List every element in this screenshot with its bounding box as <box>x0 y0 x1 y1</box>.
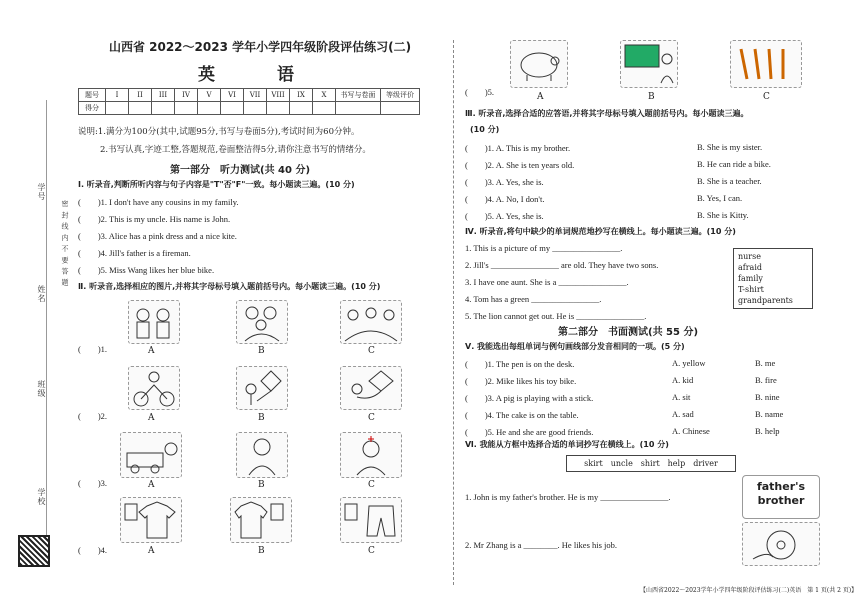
sec5-option-a: A. yellow <box>672 358 706 368</box>
sec5-option-a: A. kid <box>672 375 694 385</box>
option-letter: A <box>537 92 544 102</box>
score-table <box>78 88 420 115</box>
option-letter: B <box>258 413 265 423</box>
sec5-item: ( )3. A pig is playing with a stick. <box>465 393 594 403</box>
score-cell: I <box>106 89 129 102</box>
option-letter: C <box>368 346 375 356</box>
qr-code <box>18 535 50 567</box>
tshirt-picture-icon <box>120 497 182 543</box>
family-picture-icon <box>236 300 288 344</box>
sec6-item: 2. Mr Zhang is a ________. He likes his job. <box>465 540 618 550</box>
sec1-item: ( )3. Alice has a pink dress and a nice kite. <box>78 231 237 241</box>
binding-seal-text: 密 封 线 内 不 要 答 题 <box>61 200 69 287</box>
fathers-brother-caption: father's brother <box>742 475 820 519</box>
score-label: 得分 <box>79 102 106 115</box>
option-letter: C <box>368 413 375 423</box>
sec3-score: (10 分) <box>470 125 500 134</box>
sec5-option-b: B. name <box>755 409 784 419</box>
word: T-shirt <box>738 285 764 294</box>
note-2: 2.书写认真,字迹工整,答题规范,卷面整洁得5分,请你注意书写的情绪分。 <box>100 145 371 155</box>
option-letter: A <box>148 346 155 356</box>
sec3-item: ( )5. A. Yes, she is. <box>465 211 544 221</box>
sec1-item: ( )5. Miss Wang likes her blue bike. <box>78 265 215 275</box>
sec1-item: ( )4. Jill's father is a fireman. <box>78 248 191 258</box>
sec1-item: ( )1. I don't have any cousins in my family. <box>78 197 239 207</box>
sec3-title: Ⅲ. 听录音,选择合适的应答语,并将其字母标号填入题前括号内。每小题读三遍。 <box>465 109 749 118</box>
sec4-item: 5. The lion cannot get out. He is ________________. <box>465 311 647 321</box>
sec6-word-box: skirt uncle shirt help driver <box>566 455 736 472</box>
word: family <box>738 274 763 283</box>
worker-picture-icon <box>236 432 288 478</box>
score-cell: VIII <box>267 89 290 102</box>
shirt-picture-icon <box>230 497 292 543</box>
sec4-item: 4. Tom has a green ________________. <box>465 294 602 304</box>
score-cell: VII <box>244 89 267 102</box>
word: nurse <box>738 252 761 261</box>
binding-school: 学校 <box>37 488 46 506</box>
sec5-option-b: B. help <box>755 426 780 436</box>
sec5-item: ( )2. Mike likes his toy bike. <box>465 376 577 386</box>
sec4-item: 3. I have one aunt. She is a ________________. <box>465 277 629 287</box>
sec5-option-b: B. fire <box>755 375 777 385</box>
sec5-option-a: A. Chinese <box>672 426 710 436</box>
score-cell: 书写与卷面 <box>336 89 381 102</box>
word: grandparents <box>738 296 793 305</box>
sec6-item: 1. John is my father's brother. He is my ________________. <box>465 492 671 502</box>
sec2-row-label: ( )2. <box>78 411 108 421</box>
score-cell: 题号 <box>79 89 106 102</box>
sec4-item: 2. Jill's ________________ are old. They have two sons. <box>465 260 659 270</box>
score-cell: IX <box>290 89 313 102</box>
sec3-option-b: B. He can ride a bike. <box>697 159 771 169</box>
bike-picture-icon <box>128 366 180 410</box>
column-divider <box>453 40 454 585</box>
score-cell: X <box>313 89 336 102</box>
family-picture-icon <box>128 300 180 344</box>
sec6-title: Ⅵ. 我能从方框中选择合适的单词抄写在横线上。(10 分) <box>465 440 669 449</box>
binding-fold-line <box>46 100 47 540</box>
binding-number: 学号 <box>37 183 46 201</box>
sec5-option-b: B. nine <box>755 392 780 402</box>
score-cell: IV <box>175 89 198 102</box>
sec2-row-label: ( )4. <box>78 545 108 555</box>
family-picture-icon <box>340 300 402 344</box>
sec2-title: Ⅱ. 听录音,选择相应的图片,并将其字母标号填入题前括号内。每小题读三遍。(10 分) <box>78 282 381 291</box>
word: afraid <box>738 263 763 272</box>
taxi-driver-picture-icon <box>120 432 182 478</box>
option-letter: A <box>148 413 155 423</box>
option-letter: B <box>648 92 655 102</box>
page-title: 山西省 2022～2023 学年小学四年级阶段评估练习(二) <box>108 40 412 54</box>
sec3-option-b: B. Yes, I can. <box>697 193 743 203</box>
sec3-item: ( )4. A. No, I don't. <box>465 194 545 204</box>
option-letter: B <box>258 346 265 356</box>
score-cell: VI <box>221 89 244 102</box>
sec3-option-b: B. She is Kitty. <box>697 210 749 220</box>
right-item5-label: ( )5. <box>465 87 495 97</box>
option-letter: B <box>258 546 265 556</box>
option-letter: A <box>148 480 155 490</box>
note-1: 说明:1.满分为100分(其中,试题95分,书写与卷面5分),考试时间为60分钟。 <box>78 127 360 137</box>
pig-picture-icon <box>510 40 568 88</box>
sec2-row-label: ( )3. <box>78 478 108 488</box>
subject-title: 英 语 <box>198 65 322 85</box>
driver-picture-icon <box>742 522 820 566</box>
sec1-title: Ⅰ. 听录音,判断所听内容与句子内容是"T"否"F"一致。每小题读三遍。(10 分) <box>78 180 355 189</box>
binding-name: 姓名 <box>37 285 46 303</box>
part2-title: 第二部分 书面测试(共 55 分) <box>558 327 699 338</box>
option-letter: C <box>368 480 375 490</box>
sec4-title: Ⅳ. 听录音,将句中缺少的单词规范地抄写在横线上。每小题读三遍。(10 分) <box>465 227 736 236</box>
kite-picture-icon <box>340 366 402 410</box>
score-cell: III <box>152 89 175 102</box>
sec5-item: ( )1. The pen is on the desk. <box>465 359 575 369</box>
option-letter: B <box>258 480 265 490</box>
sec3-option-b: B. She is my sister. <box>697 142 763 152</box>
nurse-picture-icon <box>340 432 402 478</box>
sec2-row-label: ( )1. <box>78 344 108 354</box>
option-letter: C <box>763 92 770 102</box>
part1-title: 第一部分 听力测试(共 40 分) <box>170 165 311 176</box>
binding-class: 班级 <box>37 380 46 398</box>
sec5-option-a: A. sad <box>672 409 694 419</box>
sec5-option-b: B. me <box>755 358 776 368</box>
sec5-option-a: A. sit <box>672 392 691 402</box>
sec3-item: ( )2. A. She is ten years old. <box>465 160 575 170</box>
teacher-picture-icon <box>620 40 678 88</box>
kite-picture-icon <box>236 366 288 410</box>
shorts-picture-icon <box>340 497 402 543</box>
option-letter: C <box>368 546 375 556</box>
sec5-item: ( )5. He and she are good friends. <box>465 427 594 437</box>
sec4-word-box <box>733 248 813 309</box>
sec5-item: ( )4. The cake is on the table. <box>465 410 579 420</box>
option-letter: A <box>148 546 155 556</box>
sec5-title: Ⅴ. 我能选出每组单词与例句画线部分发音相同的一项。(5 分) <box>465 342 685 351</box>
sec3-option-b: B. She is a teacher. <box>697 176 762 186</box>
carrots-picture-icon <box>730 40 802 88</box>
sec3-item: ( )3. A. Yes, she is. <box>465 177 544 187</box>
page-footer: 【山西省2022～2023学年小学四年级阶段评估练习(二)英语 第 1 页(共 2 页)】 <box>640 587 858 594</box>
score-cell: II <box>129 89 152 102</box>
score-cell: V <box>198 89 221 102</box>
sec3-item: ( )1. A. This is my brother. <box>465 143 571 153</box>
sec1-item: ( )2. This is my uncle. His name is John. <box>78 214 231 224</box>
score-cell: 等级评价 <box>381 89 420 102</box>
sec4-item: 1. This is a picture of my ________________. <box>465 243 623 253</box>
